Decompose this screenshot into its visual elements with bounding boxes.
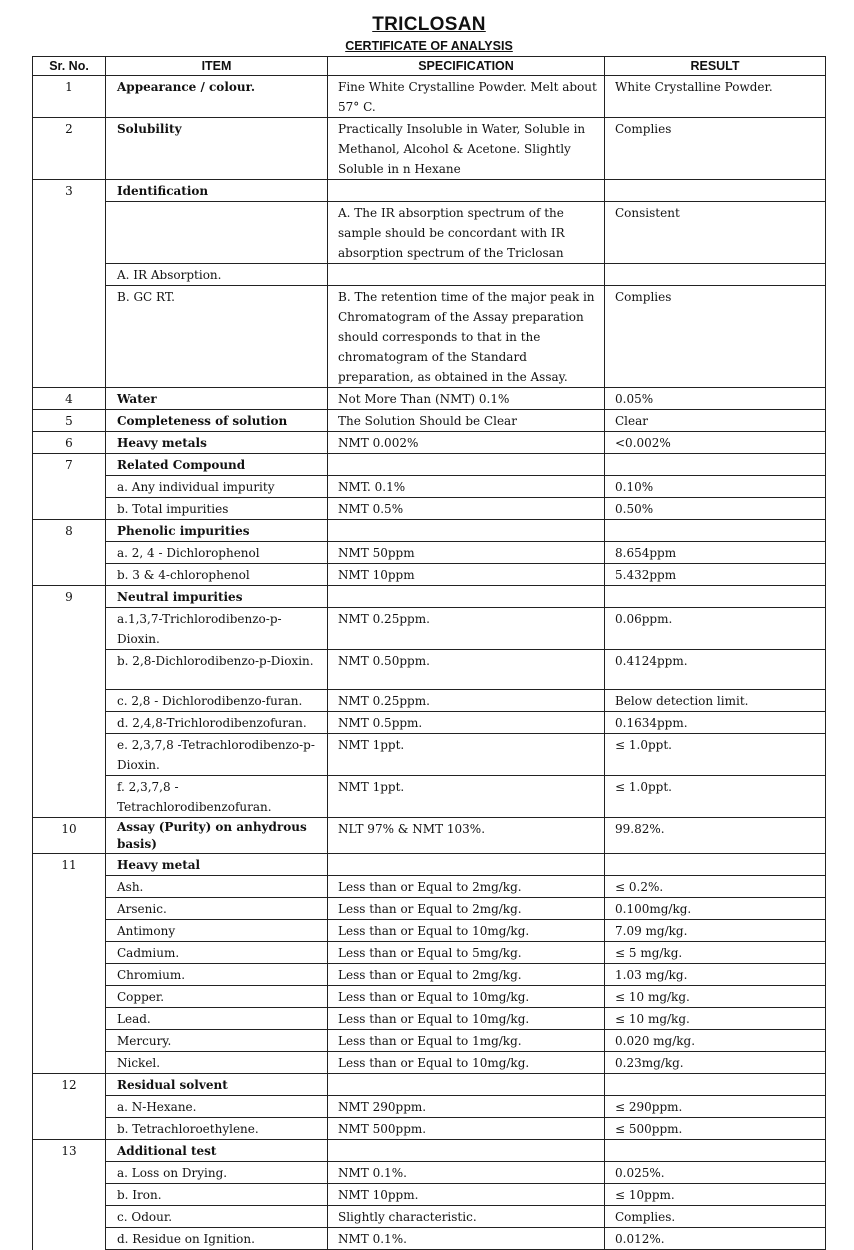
result-cell [605, 180, 826, 202]
specification-cell: NMT 0.1%. [328, 1162, 605, 1184]
table-row [33, 712, 826, 734]
item-cell: Appearance / colour. [106, 76, 328, 118]
specification-cell: NMT 10ppm [328, 564, 605, 586]
item-cell: b. Tetrachloroethylene. [106, 1118, 328, 1140]
table-row [33, 564, 826, 586]
sr-no-cell: 13 [33, 1140, 106, 1250]
result-cell: 99.82%. [605, 818, 826, 854]
result-cell: Complies [605, 118, 826, 180]
result-cell: 0.012%. [605, 1228, 826, 1250]
item-cell [106, 202, 328, 264]
table-row [33, 854, 826, 876]
specification-cell: Less than or Equal to 1mg/kg. [328, 1030, 605, 1052]
item-cell: b. Iron. [106, 1184, 328, 1206]
specification-cell: B. The retention time of the major peak in Chromatogram of the Assay preparation should corresponds to that in the chromatogram of the Standard preparation, as obtained in the Assay. [328, 286, 605, 388]
specification-cell: NMT 0.25ppm. [328, 690, 605, 712]
table-row [33, 1118, 826, 1140]
header-sr-no: Sr. No. [33, 57, 106, 76]
result-cell [605, 586, 826, 608]
specification-cell: NMT 50ppm [328, 542, 605, 564]
table-row [33, 898, 826, 920]
specification-cell: Less than or Equal to 10mg/kg. [328, 1008, 605, 1030]
table-row [33, 734, 826, 776]
table-row [33, 986, 826, 1008]
sr-no-cell: 10 [33, 818, 106, 854]
table-row [33, 650, 826, 690]
specification-cell: NMT 0.1%. [328, 1228, 605, 1250]
result-cell: 0.10% [605, 476, 826, 498]
specification-cell: Not More Than (NMT) 0.1% [328, 388, 605, 410]
item-cell: Identification [106, 180, 328, 202]
table-row [33, 432, 826, 454]
header-result: RESULT [605, 57, 826, 76]
item-cell: a. 2, 4 - Dichlorophenol [106, 542, 328, 564]
table-row [33, 1162, 826, 1184]
table-row [33, 1074, 826, 1096]
table-row [33, 476, 826, 498]
specification-cell [328, 1074, 605, 1096]
result-cell: ≤ 10ppm. [605, 1184, 826, 1206]
specification-cell: NMT 0.50ppm. [328, 650, 605, 690]
specification-cell: NMT 1ppt. [328, 734, 605, 776]
specification-cell: NMT. 0.1% [328, 476, 605, 498]
item-cell: c. 2,8 - Dichlorodibenzo-furan. [106, 690, 328, 712]
specification-cell: Less than or Equal to 10mg/kg. [328, 986, 605, 1008]
header-item: ITEM [106, 57, 328, 76]
item-cell: Heavy metals [106, 432, 328, 454]
specification-cell: NMT 10ppm. [328, 1184, 605, 1206]
table-row [33, 118, 826, 180]
item-cell: Copper. [106, 986, 328, 1008]
sr-no-cell: 7 [33, 454, 106, 520]
result-cell: 1.03 mg/kg. [605, 964, 826, 986]
item-cell: Heavy metal [106, 854, 328, 876]
item-cell: Mercury. [106, 1030, 328, 1052]
sr-no-cell: 8 [33, 520, 106, 586]
specification-cell: Less than or Equal to 2mg/kg. [328, 876, 605, 898]
table-row [33, 1206, 826, 1228]
specification-cell: NMT 500ppm. [328, 1118, 605, 1140]
item-cell: Neutral impurities [106, 586, 328, 608]
table-row [33, 542, 826, 564]
table-row [33, 690, 826, 712]
document-title: TRICLOSAN [372, 14, 486, 35]
result-cell: 0.020 mg/kg. [605, 1030, 826, 1052]
sr-no-cell: 11 [33, 854, 106, 1074]
result-cell [605, 520, 826, 542]
item-cell: e. 2,3,7,8 -Tetrachlorodibenzo-p-Dioxin. [106, 734, 328, 776]
result-cell: 0.05% [605, 388, 826, 410]
result-cell: White Crystalline Powder. [605, 76, 826, 118]
result-cell [605, 454, 826, 476]
sr-no-cell: 3 [33, 180, 106, 388]
specification-cell: NLT 97% & NMT 103%. [328, 818, 605, 854]
item-cell: b. 3 & 4-chlorophenol [106, 564, 328, 586]
result-cell: <0.002% [605, 432, 826, 454]
item-cell: Solubility [106, 118, 328, 180]
result-cell: 0.4124ppm. [605, 650, 826, 690]
specification-cell [328, 454, 605, 476]
table-row [33, 964, 826, 986]
table-row [33, 498, 826, 520]
table-row [33, 76, 826, 118]
item-cell: a. Any individual impurity [106, 476, 328, 498]
item-cell: Antimony [106, 920, 328, 942]
result-cell: ≤ 290ppm. [605, 1096, 826, 1118]
specification-cell: Practically Insoluble in Water, Soluble in Methanol, Alcohol & Acetone. Slightly Soluble in n Hexane [328, 118, 605, 180]
result-cell: 0.025%. [605, 1162, 826, 1184]
result-cell: Clear [605, 410, 826, 432]
table-row [33, 264, 826, 286]
specification-cell: Less than or Equal to 10mg/kg. [328, 920, 605, 942]
result-cell: ≤ 500ppm. [605, 1118, 826, 1140]
result-cell: Consistent [605, 202, 826, 264]
item-cell: Ash. [106, 876, 328, 898]
sr-no-cell: 5 [33, 410, 106, 432]
item-cell: b. 2,8-Dichlorodibenzo-p-Dioxin. [106, 650, 328, 690]
specification-cell: A. The IR absorption spectrum of the sample should be concordant with IR absorption spectrum of the Triclosan [328, 202, 605, 264]
specification-cell [328, 520, 605, 542]
result-cell: ≤ 1.0ppt. [605, 734, 826, 776]
result-cell: 0.06ppm. [605, 608, 826, 650]
sr-no-cell: 6 [33, 432, 106, 454]
table-row [33, 1030, 826, 1052]
result-cell: Complies. [605, 1206, 826, 1228]
specification-cell [328, 586, 605, 608]
item-cell: f. 2,3,7,8 - Tetrachlorodibenzofuran. [106, 776, 328, 818]
table-row [33, 608, 826, 650]
table-row [33, 818, 826, 854]
table-row [33, 942, 826, 964]
sr-no-cell: 4 [33, 388, 106, 410]
specification-cell: NMT 1ppt. [328, 776, 605, 818]
table-header-row [33, 57, 826, 76]
table-row [33, 876, 826, 898]
result-cell [605, 854, 826, 876]
item-cell: a. Loss on Drying. [106, 1162, 328, 1184]
table-row [33, 180, 826, 202]
table-row [33, 1228, 826, 1250]
item-cell: d. 2,4,8-Trichlorodibenzofuran. [106, 712, 328, 734]
specification-cell [328, 1140, 605, 1162]
item-cell: Nickel. [106, 1052, 328, 1074]
table-body [33, 76, 826, 1250]
specification-cell: Less than or Equal to 2mg/kg. [328, 964, 605, 986]
specification-cell: Fine White Crystalline Powder. Melt about 57° C. [328, 76, 605, 118]
sr-no-cell: 12 [33, 1074, 106, 1140]
item-cell: A. IR Absorption. [106, 264, 328, 286]
specification-cell: Less than or Equal to 10mg/kg. [328, 1052, 605, 1074]
specification-cell: NMT 0.002% [328, 432, 605, 454]
specification-cell: NMT 0.5ppm. [328, 712, 605, 734]
item-cell: Additional test [106, 1140, 328, 1162]
specification-cell: Less than or Equal to 2mg/kg. [328, 898, 605, 920]
table-row [33, 286, 826, 388]
specification-cell [328, 180, 605, 202]
result-cell: 7.09 mg/kg. [605, 920, 826, 942]
item-cell: Chromium. [106, 964, 328, 986]
result-cell: 8.654ppm [605, 542, 826, 564]
specification-cell: NMT 290ppm. [328, 1096, 605, 1118]
specification-cell: NMT 0.5% [328, 498, 605, 520]
result-cell: 0.23mg/kg. [605, 1052, 826, 1074]
specification-cell [328, 264, 605, 286]
item-cell: Residual solvent [106, 1074, 328, 1096]
table-row [33, 410, 826, 432]
result-cell [605, 1074, 826, 1096]
result-cell: Complies [605, 286, 826, 388]
result-cell: ≤ 1.0ppt. [605, 776, 826, 818]
result-cell: 5.432ppm [605, 564, 826, 586]
result-cell: 0.1634ppm. [605, 712, 826, 734]
document-subtitle: CERTIFICATE OF ANALYSIS [345, 39, 513, 53]
table-row [33, 1140, 826, 1162]
result-cell: Below detection limit. [605, 690, 826, 712]
item-cell: Related Compound [106, 454, 328, 476]
result-cell: ≤ 10 mg/kg. [605, 986, 826, 1008]
table-row [33, 776, 826, 818]
result-cell [605, 1140, 826, 1162]
result-cell: ≤ 5 mg/kg. [605, 942, 826, 964]
header-specification: SPECIFICATION [328, 57, 605, 76]
table-row [33, 920, 826, 942]
specification-cell [328, 854, 605, 876]
table-row [33, 454, 826, 476]
result-cell: 0.50% [605, 498, 826, 520]
sr-no-cell: 2 [33, 118, 106, 180]
specification-cell: NMT 0.25ppm. [328, 608, 605, 650]
item-cell: Water [106, 388, 328, 410]
result-cell: ≤ 10 mg/kg. [605, 1008, 826, 1030]
item-cell: Phenolic impurities [106, 520, 328, 542]
table-row [33, 1096, 826, 1118]
item-cell: c. Odour. [106, 1206, 328, 1228]
sr-no-cell: 9 [33, 586, 106, 818]
table-row [33, 202, 826, 264]
item-cell: b. Total impurities [106, 498, 328, 520]
item-cell: Completeness of solution [106, 410, 328, 432]
specification-cell: The Solution Should be Clear [328, 410, 605, 432]
certificate-table [32, 56, 826, 1250]
sr-no-cell: 1 [33, 76, 106, 118]
item-cell: B. GC RT. [106, 286, 328, 388]
table-row [33, 520, 826, 542]
item-cell: d. Residue on Ignition. [106, 1228, 328, 1250]
item-cell: Lead. [106, 1008, 328, 1030]
table-row [33, 1052, 826, 1074]
specification-cell: Slightly characteristic. [328, 1206, 605, 1228]
item-cell: a.1,3,7-Trichlorodibenzo-p-Dioxin. [106, 608, 328, 650]
table-row [33, 1008, 826, 1030]
result-cell: 0.100mg/kg. [605, 898, 826, 920]
result-cell: ≤ 0.2%. [605, 876, 826, 898]
table-row [33, 388, 826, 410]
table-row [33, 1184, 826, 1206]
item-cell: Cadmium. [106, 942, 328, 964]
item-cell: Assay (Purity) on anhydrous basis) [106, 818, 328, 854]
item-cell: Arsenic. [106, 898, 328, 920]
specification-cell: Less than or Equal to 5mg/kg. [328, 942, 605, 964]
table-row [33, 586, 826, 608]
result-cell [605, 264, 826, 286]
item-cell: a. N-Hexane. [106, 1096, 328, 1118]
